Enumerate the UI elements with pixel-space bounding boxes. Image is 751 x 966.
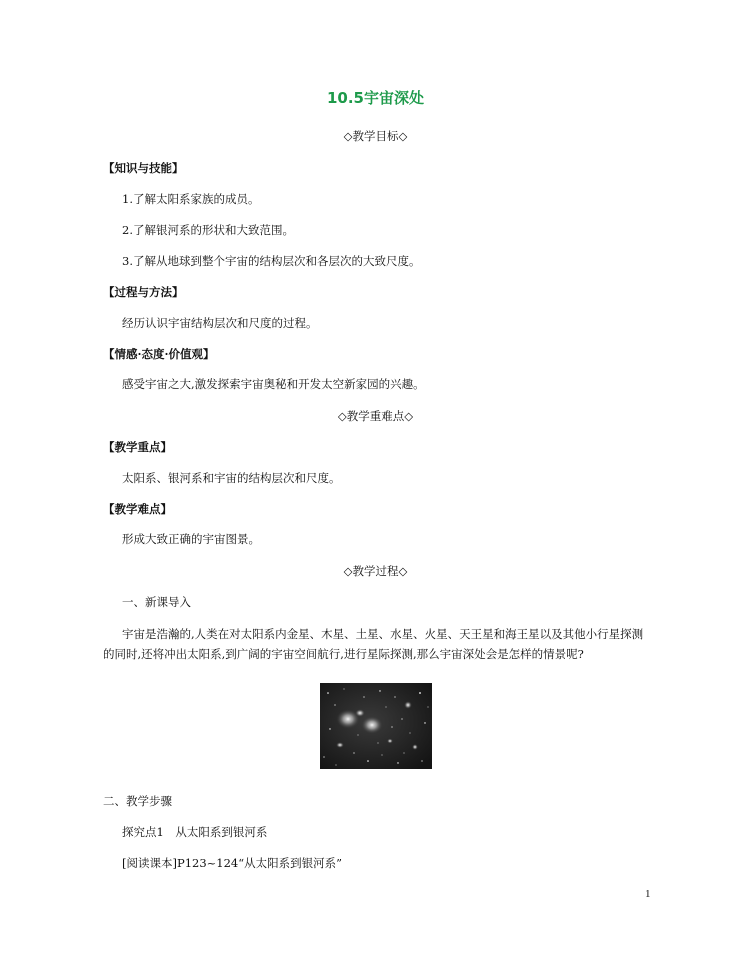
process-text: 经历认识宇宙结构层次和尺度的过程。 — [122, 316, 318, 330]
process-heading: 【过程与方法】 — [103, 285, 184, 299]
page-title: 10.5宇宙深处 — [326, 89, 424, 107]
difficult-heading: 【教学难点】 — [103, 502, 172, 516]
key-text: 太阳系、银河系和宇宙的结构层次和尺度。 — [122, 471, 341, 485]
knowledge-heading: 【知识与技能】 — [103, 161, 184, 175]
intro-line-2: 的同时,还将冲出太阳系,到广阔的宇宙空间航行,进行星际探测,那么宇宙深处会是怎样的情景呢? — [103, 647, 584, 661]
star-field-image — [320, 683, 432, 769]
key-heading: 【教学重点】 — [103, 440, 172, 454]
knowledge-item-1: 1.了解太阳系家族的成员。 — [122, 192, 260, 206]
section-key-difficult: ◇教学重难点◇ — [337, 409, 414, 423]
emotion-text: 感受宇宙之大,激发探索宇宙奥秘和开发太空新家园的兴趣。 — [122, 377, 425, 391]
intro-heading: 一、新课导入 — [122, 595, 191, 609]
page-number: 1 — [645, 888, 651, 900]
reading-note: [阅读课本]P123~124“从太阳系到银河系” — [122, 856, 343, 870]
galaxy-cluster-photo — [320, 683, 432, 769]
explore-point-1: 探究点1 从太阳系到银河系 — [122, 825, 268, 839]
section-goals: ◇教学目标◇ — [343, 129, 408, 143]
difficult-text: 形成大致正确的宇宙图景。 — [122, 532, 260, 546]
knowledge-item-2: 2.了解银河系的形状和大致范围。 — [122, 223, 294, 237]
steps-heading: 二、教学步骤 — [103, 794, 172, 808]
intro-line-1: 宇宙是浩瀚的,人类在对太阳系内金星、木星、土星、水星、火星、天王星和海王星以及其他小行星探测 — [122, 627, 644, 641]
emotion-heading: 【情感·态度·价值观】 — [103, 347, 215, 361]
knowledge-item-3: 3.了解从地球到整个宇宙的结构层次和各层次的大致尺度。 — [122, 254, 421, 268]
section-process: ◇教学过程◇ — [343, 564, 408, 578]
